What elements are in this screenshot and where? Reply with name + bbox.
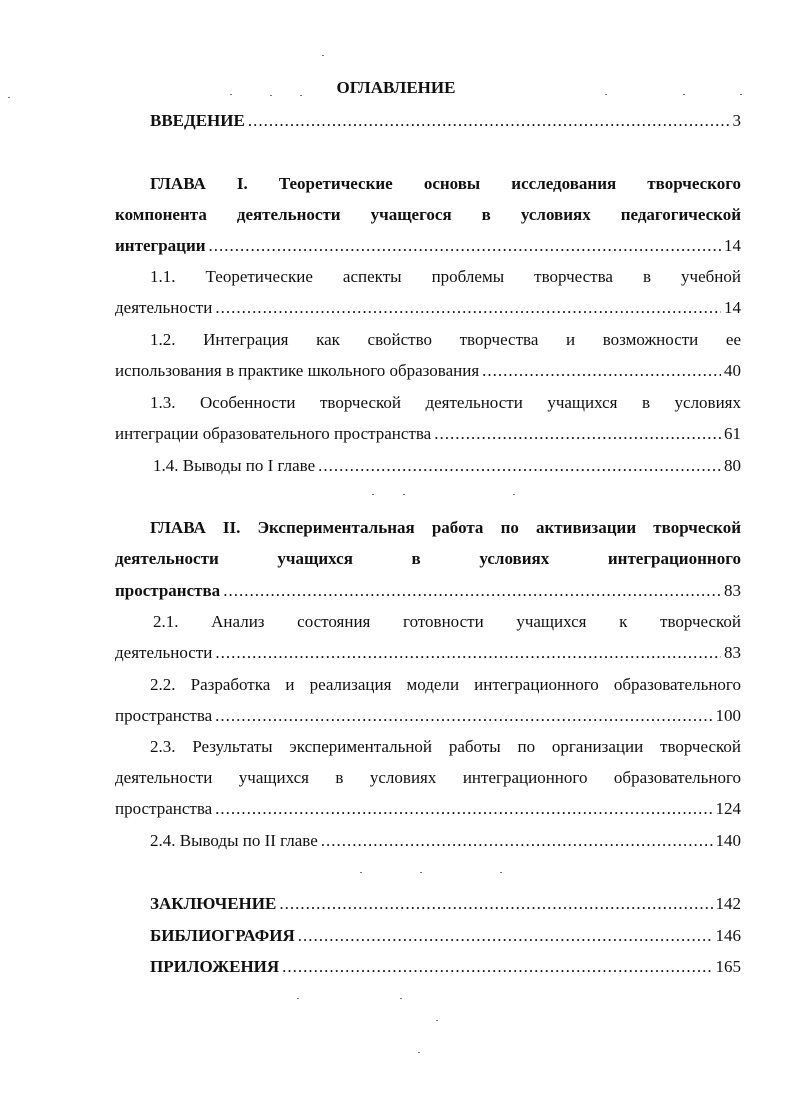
chapter2-heading-line1: ГЛАВА II. Экспериментальная работа по активизации творческой	[150, 518, 741, 537]
section-1-1-line1: 1.1. Теоретические аспекты проблемы творчества в учебной	[150, 267, 741, 286]
toc-label: пространства	[115, 706, 213, 725]
section-2-2-last	[115, 705, 741, 727]
section-1-3-last	[115, 423, 741, 445]
dot-leader	[482, 360, 721, 382]
scan-speck	[297, 998, 299, 999]
section-1-3-line1: 1.3. Особенности творческой деятельности учащихся в условиях	[150, 393, 741, 412]
toc-label: ПРИЛОЖЕНИЯ	[150, 957, 280, 976]
scan-speck	[605, 94, 607, 95]
toc-label: пространства	[115, 799, 213, 818]
section-2-3-line2: деятельности учащихся в условиях интеграционного образовательного	[115, 768, 741, 787]
section-2-3-line1: 2.3. Результаты экспериментальной работы по организации творческой	[150, 737, 741, 756]
dot-leader	[321, 830, 713, 852]
chapter1-heading-line2: компонента деятельности учащегося в условиях педагогической	[115, 205, 741, 224]
toc-label: пространства	[115, 581, 221, 600]
scan-speck	[436, 1020, 438, 1021]
toc-page-number: 140	[715, 831, 741, 850]
scan-speck	[322, 55, 324, 56]
dot-leader	[282, 956, 712, 978]
scan-speck	[513, 494, 515, 495]
section-2-4	[150, 830, 741, 852]
section-1-2-last	[115, 360, 741, 382]
scan-speck	[300, 95, 302, 96]
scan-speck	[683, 94, 685, 95]
dot-leader	[298, 925, 713, 947]
toc-page-number: 124	[715, 799, 741, 818]
scan-speck	[500, 872, 502, 873]
toc-page-number: 142	[715, 894, 741, 913]
toc-page-number: 165	[715, 957, 741, 976]
toc-page-number: 14	[724, 236, 741, 255]
section-2-3-last	[115, 798, 741, 820]
section-2-2-line1: 2.2. Разработка и реализация модели интеграционного образовательного	[150, 675, 741, 694]
toc-label: ЗАКЛЮЧЕНИЕ	[150, 894, 277, 913]
dot-leader	[215, 642, 721, 664]
toc-page-number: 61	[724, 424, 741, 443]
toc-page-number: 83	[724, 581, 741, 600]
toc-page-number: 83	[724, 643, 741, 662]
toc-entry-intro	[150, 110, 741, 132]
scan-speck	[360, 872, 362, 873]
toc-entry-bibliography	[150, 925, 741, 947]
page-title: ОГЛАВЛЕНИЕ	[336, 78, 456, 97]
dot-leader	[223, 580, 721, 602]
toc-entry-appendices	[150, 956, 741, 978]
scan-speck	[740, 94, 742, 95]
scan-speck	[372, 494, 374, 495]
toc-label: деятельности	[115, 643, 213, 662]
scan-speck	[403, 494, 405, 495]
dot-leader	[209, 235, 721, 257]
scan-speck	[420, 872, 422, 873]
scan-speck	[270, 95, 272, 96]
section-2-1-last	[115, 642, 741, 664]
toc-page-number: 3	[732, 111, 741, 130]
section-1-4	[153, 455, 741, 477]
toc-label: деятельности	[115, 298, 213, 317]
dot-leader	[215, 798, 712, 820]
scan-speck	[230, 94, 232, 95]
dot-leader	[318, 455, 721, 477]
toc-label: 1.4. Выводы по I главе	[153, 456, 316, 475]
scan-speck	[400, 998, 402, 999]
toc-page-number: 80	[724, 456, 741, 475]
dot-leader	[215, 297, 721, 319]
scan-speck	[8, 97, 10, 98]
scan-speck	[418, 1052, 420, 1053]
toc-page-number: 14	[724, 298, 741, 317]
dot-leader	[248, 110, 730, 132]
toc-page-number: 40	[724, 361, 741, 380]
toc-label: ВВЕДЕНИЕ	[150, 111, 245, 130]
section-1-1-last	[115, 297, 741, 319]
toc-entry-conclusion	[150, 893, 741, 915]
toc-label: интеграции	[115, 236, 206, 255]
toc-label: использования в практике школьного образования	[115, 361, 480, 380]
section-2-1-line1: 2.1. Анализ состояния готовности учащихся к творческой	[153, 612, 741, 631]
chapter1-heading-last	[115, 235, 741, 257]
dot-leader	[434, 423, 721, 445]
chapter2-heading-last	[115, 580, 741, 602]
toc-label: БИБЛИОГРАФИЯ	[150, 926, 295, 945]
toc-page-number: 146	[715, 926, 741, 945]
dot-leader	[215, 705, 712, 727]
toc-label: интеграции образовательного пространства	[115, 424, 432, 443]
chapter2-heading-line2: деятельности учащихся в условиях интеграционного	[115, 549, 741, 568]
toc-label: 2.4. Выводы по II главе	[150, 831, 318, 850]
dot-leader	[279, 893, 712, 915]
section-1-2-line1: 1.2. Интеграция как свойство творчества и возможности ее	[150, 330, 741, 349]
chapter1-heading-line1: ГЛАВА I. Теоретические основы исследования творческого	[150, 174, 741, 193]
toc-page-number: 100	[715, 706, 741, 725]
